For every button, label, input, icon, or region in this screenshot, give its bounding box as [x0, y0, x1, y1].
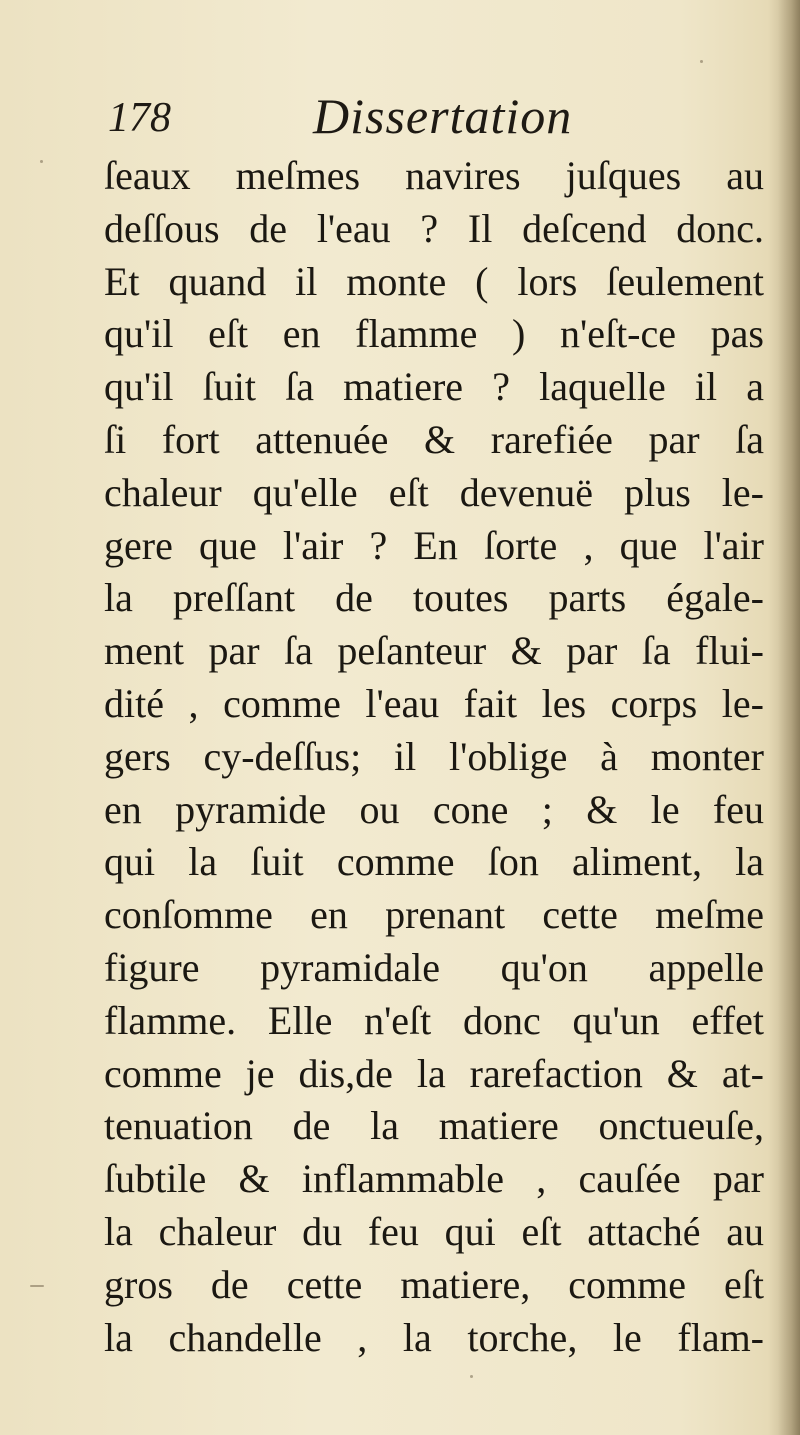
text-line: ſeaux meſmes navires juſques au [104, 153, 764, 198]
page-number: 178 [108, 95, 171, 141]
text-line: chaleur qu'elle eſt devenuë plus le- [104, 469, 764, 515]
paper-speck [700, 60, 703, 63]
paper-speck [40, 160, 43, 163]
text-line: flamme. Elle n'eſt donc qu'un effet [104, 997, 764, 1043]
text-line: deſſous de l'eau ? Il deſcend donc. [104, 205, 764, 251]
paper-speck [30, 1285, 44, 1287]
running-head: Dissertation [313, 88, 573, 144]
text-line: gers cy-deſſus; il l'oblige à monter [104, 733, 764, 779]
text-line: qu'il eſt en flamme ) n'eſt-ce pas [104, 311, 764, 357]
text-line: ſi fort attenuée & rarefiée par ſa [104, 416, 764, 462]
text-line: en pyramide ou cone ; & le feu [104, 786, 764, 832]
text-line: la chandelle , la torche, le flam- [104, 1314, 764, 1360]
text-line: tenuation de la matiere onctueuſe, [104, 1103, 764, 1149]
text-line: gere que l'air ? En ſorte , que l'air [104, 522, 764, 568]
text-line: la chaleur du feu qui eſt attaché au [104, 1208, 764, 1254]
body-text [104, 150, 764, 1364]
page-header [108, 88, 768, 148]
text-line: conſomme en prenant cette meſme [104, 892, 764, 938]
text-line: Et quand il monte ( lors ſeulement [104, 258, 764, 304]
text-line: gros de cette matiere, comme eſt [104, 1261, 764, 1307]
text-line: qui la ſuit comme ſon aliment, la [104, 839, 764, 885]
text-line: ment par ſa peſanteur & par ſa flui- [104, 628, 764, 674]
text-line: comme je dis,de la rarefaction & at- [104, 1050, 764, 1096]
text-line: figure pyramidale qu'on appelle [104, 944, 764, 990]
text-line: ſubtile & inflammable , cauſée par [104, 1156, 764, 1202]
paper-speck [470, 1375, 473, 1378]
text-line: dité , comme l'eau fait les corps le- [104, 680, 764, 726]
text-line: la preſſant de toutes parts égale- [104, 575, 764, 621]
page-edge-shadow [778, 0, 800, 1435]
text-line: qu'il ſuit ſa matiere ? laquelle il a [104, 364, 764, 410]
